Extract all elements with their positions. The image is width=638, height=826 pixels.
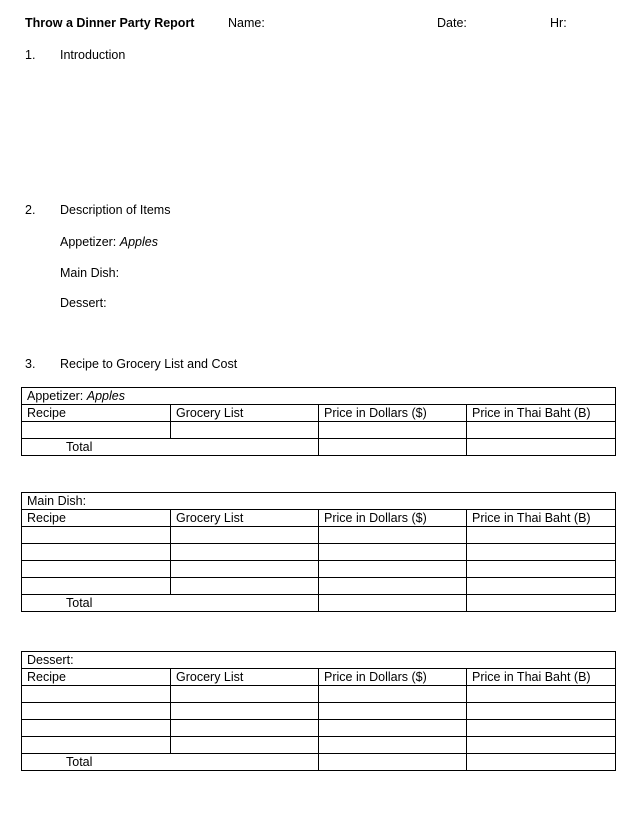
col-price-baht: Price in Thai Baht (B) — [467, 405, 616, 422]
table-cell — [22, 578, 171, 595]
table-row — [22, 422, 616, 439]
appetizer-table-title — [22, 388, 616, 405]
table-cell — [171, 686, 319, 703]
table-cell — [22, 544, 171, 561]
col-grocery-list: Grocery List — [171, 405, 319, 422]
name-label: Name: — [228, 16, 265, 30]
table-cell — [467, 561, 616, 578]
main-dish-table-title: Main Dish: — [22, 493, 616, 510]
col-price-baht: Price in Thai Baht (B) — [467, 510, 616, 527]
table-cell — [171, 561, 319, 578]
table-cell — [319, 439, 467, 456]
table-cell — [171, 737, 319, 754]
table-cell — [22, 422, 171, 439]
appetizer-table — [21, 387, 616, 456]
table-title-row — [22, 493, 616, 510]
col-price-dollars: Price in Dollars ($) — [319, 669, 467, 686]
table-cell — [22, 720, 171, 737]
total-label: Total — [22, 439, 319, 456]
table-title-row — [22, 388, 616, 405]
table-cell — [467, 686, 616, 703]
table-cell — [467, 527, 616, 544]
total-label: Total — [22, 595, 319, 612]
col-price-dollars: Price in Dollars ($) — [319, 405, 467, 422]
appetizer-label: Appetizer: — [60, 235, 117, 249]
section-2-title: Description of Items — [60, 203, 171, 217]
table-cell — [171, 703, 319, 720]
table-cell — [467, 737, 616, 754]
table-row — [22, 544, 616, 561]
table-cell — [319, 686, 467, 703]
section-3-title: Recipe to Grocery List and Cost — [60, 357, 238, 371]
appetizer-table-label: Appetizer: — [27, 389, 84, 403]
table-cell — [319, 703, 467, 720]
table-header-row — [22, 510, 616, 527]
table-cell — [319, 595, 467, 612]
date-label: Date: — [437, 16, 467, 30]
table-cell — [171, 544, 319, 561]
table-header-row — [22, 405, 616, 422]
table-row — [22, 703, 616, 720]
table-cell — [22, 561, 171, 578]
main-dish-table — [21, 492, 616, 612]
table-cell — [171, 578, 319, 595]
table-cell — [319, 544, 467, 561]
col-recipe: Recipe — [22, 405, 171, 422]
col-price-dollars: Price in Dollars ($) — [319, 510, 467, 527]
section-1-title: Introduction — [60, 48, 126, 62]
section-2-number: 2. — [25, 203, 36, 217]
table-title-row — [22, 652, 616, 669]
table-cell — [171, 422, 319, 439]
dessert-table — [21, 651, 616, 771]
appetizer-item — [60, 235, 158, 249]
total-label: Total — [22, 754, 319, 771]
col-grocery-list: Grocery List — [171, 510, 319, 527]
table-cell — [319, 527, 467, 544]
table-cell — [467, 439, 616, 456]
table-row — [22, 737, 616, 754]
table-cell — [467, 544, 616, 561]
table-cell — [319, 720, 467, 737]
report-title: Throw a Dinner Party Report — [25, 16, 195, 30]
table-header-row — [22, 669, 616, 686]
table-cell — [319, 737, 467, 754]
table-cell — [467, 754, 616, 771]
section-3-number: 3. — [25, 357, 36, 371]
table-cell — [467, 703, 616, 720]
section-1-number: 1. — [25, 48, 36, 62]
total-row — [22, 754, 616, 771]
main-dish-label: Main Dish: — [60, 266, 120, 280]
table-cell — [467, 595, 616, 612]
table-cell — [467, 578, 616, 595]
table-row — [22, 720, 616, 737]
table-cell — [171, 527, 319, 544]
table-cell — [467, 720, 616, 737]
table-row — [22, 686, 616, 703]
table-cell — [319, 578, 467, 595]
table-cell — [22, 703, 171, 720]
total-row — [22, 595, 616, 612]
appetizer-table-value: Apples — [86, 389, 125, 403]
table-cell — [319, 422, 467, 439]
table-cell — [467, 422, 616, 439]
total-row — [22, 439, 616, 456]
table-cell — [171, 720, 319, 737]
table-cell — [22, 737, 171, 754]
table-cell — [319, 754, 467, 771]
col-recipe: Recipe — [22, 510, 171, 527]
table-cell — [319, 561, 467, 578]
hr-label: Hr: — [550, 16, 567, 30]
table-row — [22, 578, 616, 595]
dessert-table-title: Dessert: — [22, 652, 616, 669]
table-row — [22, 527, 616, 544]
table-row — [22, 561, 616, 578]
dessert-label: Dessert: — [60, 296, 107, 310]
table-cell — [22, 527, 171, 544]
appetizer-value: Apples — [119, 235, 158, 249]
col-grocery-list: Grocery List — [171, 669, 319, 686]
col-recipe: Recipe — [22, 669, 171, 686]
table-cell — [22, 686, 171, 703]
col-price-baht: Price in Thai Baht (B) — [467, 669, 616, 686]
